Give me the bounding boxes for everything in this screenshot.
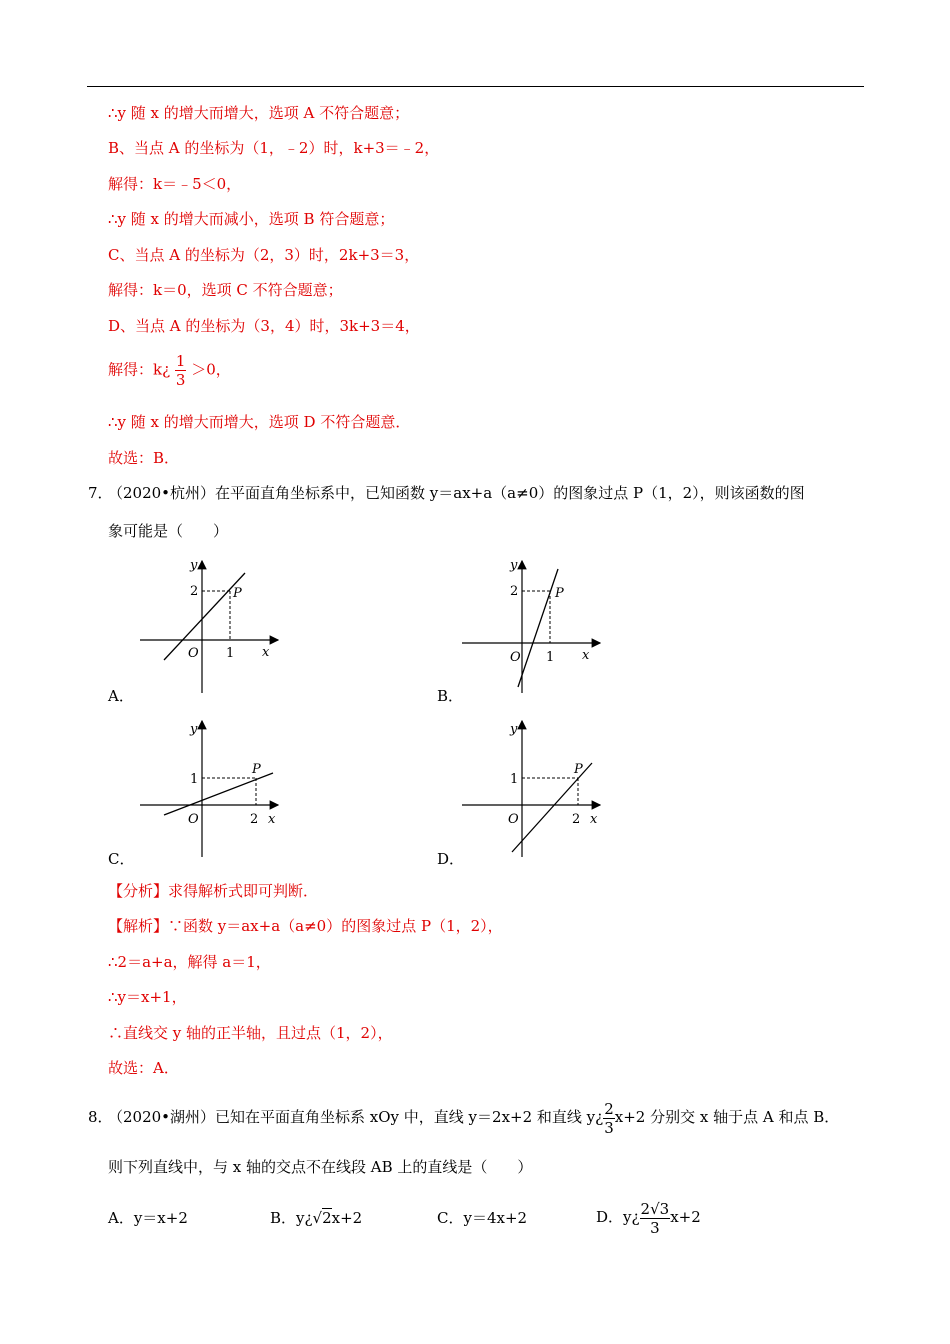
graph-option-c[interactable] [130, 715, 290, 865]
analysis-text: 【分析】求得解析式即可判断． [108, 882, 319, 900]
x-axis-label: x [268, 812, 276, 827]
y-tick-label: 1 [510, 772, 519, 787]
fraction-denominator: 3 [650, 1218, 660, 1237]
option-d[interactable] [596, 1194, 701, 1240]
y-axis-label: y [510, 558, 518, 573]
option-a[interactable]: A．y＝x+2 [108, 1209, 188, 1227]
solution-line: 解得：k＝﹣5＜0， [108, 175, 242, 193]
y-axis-label: y [510, 722, 518, 737]
question-number: 7． [88, 484, 113, 502]
solution-line: ∴y 随 x 的增大而增大，选项 A 不符合题意； [108, 104, 410, 122]
option-c[interactable]: C．y＝4x+2 [437, 1209, 528, 1227]
text-segment: x+2 分别交 x 轴于点 A 和点 B． [614, 1108, 840, 1126]
y-tick-label: 2 [510, 584, 519, 599]
y-tick-label: 1 [190, 772, 199, 787]
text-segment: B．y¿ [270, 1209, 313, 1227]
x-axis-label: x [262, 645, 270, 660]
y-axis-label: y [190, 722, 198, 737]
graph-option-b[interactable] [452, 555, 612, 705]
x-tick-label: 2 [572, 812, 581, 827]
radicand: 2 [322, 1209, 332, 1227]
option-label-b: B． [437, 687, 464, 705]
fraction [603, 1100, 615, 1137]
question-text: 象可能是（ ） [108, 522, 229, 540]
fraction [640, 1200, 671, 1237]
x-axis-label: x [590, 812, 598, 827]
solution-line: 【解析】∵函数 y＝ax+a（a≠0）的图象过点 P（1，2）， [108, 917, 503, 935]
x-tick-label: 1 [546, 650, 555, 665]
option-label-a: A． [108, 687, 134, 705]
origin-label: O [508, 812, 519, 827]
text-segment: ＞0， [191, 360, 231, 379]
question-text: 则下列直线中，与 x 轴的交点不在线段 AB 上的直线是（ ） [108, 1158, 533, 1176]
text-segment: D．y¿ [596, 1208, 640, 1226]
fraction [175, 352, 187, 389]
solution-line: ∴y＝x+1， [108, 988, 187, 1006]
graph-option-a[interactable] [130, 555, 290, 705]
fraction-numerator: 1 [175, 352, 186, 370]
graph-option-d[interactable] [452, 715, 612, 865]
solution-line: ∴2＝a+a，解得 a＝1， [108, 953, 271, 971]
solution-line: ∴直线交 y 轴的正半轴，且过点（1，2）， [108, 1024, 393, 1042]
sqrt-symbol: √ [312, 1209, 323, 1227]
fraction-numerator: 2√3 [640, 1199, 670, 1218]
solution-answer: 故选：A． [108, 1059, 179, 1077]
option-label-d: D． [437, 850, 465, 868]
question-number: 8． [88, 1108, 113, 1126]
text-segment: 解得：k¿ [108, 360, 171, 379]
solution-line: C、当点 A 的坐标为（2，3）时，2k+3＝3， [108, 246, 420, 264]
point-p-label: P [252, 762, 261, 777]
x-axis-label: x [582, 648, 590, 663]
question-text [108, 1094, 839, 1140]
fraction-denominator: 3 [175, 371, 186, 389]
point-p-label: P [233, 586, 242, 601]
fraction-numerator: 2 [604, 1099, 614, 1118]
solution-line: 解得：k＝0，选项 C 不符合题意； [108, 281, 343, 299]
y-axis-label: y [190, 558, 198, 573]
option-b[interactable] [270, 1207, 362, 1228]
solution-answer: 故选：B． [108, 449, 180, 467]
point-p-label: P [574, 762, 583, 777]
text-segment: x+2 [331, 1209, 363, 1227]
solution-line-fraction [108, 352, 231, 389]
fraction-denominator: 3 [604, 1118, 614, 1137]
text-segment: （2020•湖州）已知在平面直角坐标系 xOy 中，直线 y＝2x+2 和直线 y¿ [108, 1108, 604, 1126]
solution-line: ∴y 随 x 的增大而减小，选项 B 符合题意； [108, 210, 395, 228]
solution-line: B、当点 A 的坐标为（1，﹣2）时，k+3＝﹣2， [108, 139, 440, 157]
x-tick-label: 1 [226, 646, 235, 661]
solution-line: ∴y 随 x 的增大而增大，选项 D 不符合题意． [108, 413, 411, 431]
origin-label: O [188, 812, 199, 827]
origin-label: O [510, 650, 521, 665]
solution-line: D、当点 A 的坐标为（3，4）时，3k+3＝4， [108, 317, 420, 335]
point-p-label: P [555, 586, 564, 601]
text-segment: x+2 [670, 1208, 701, 1226]
x-tick-label: 2 [250, 812, 259, 827]
y-tick-label: 2 [190, 584, 199, 599]
origin-label: O [188, 646, 199, 661]
option-label-c: C． [108, 850, 135, 868]
question-text: （2020•杭州）在平面直角坐标系中，已知函数 y＝ax+a（a≠0）的图象过点 P（1，2），则该函数的图 [108, 484, 805, 502]
header-rule [87, 86, 864, 87]
